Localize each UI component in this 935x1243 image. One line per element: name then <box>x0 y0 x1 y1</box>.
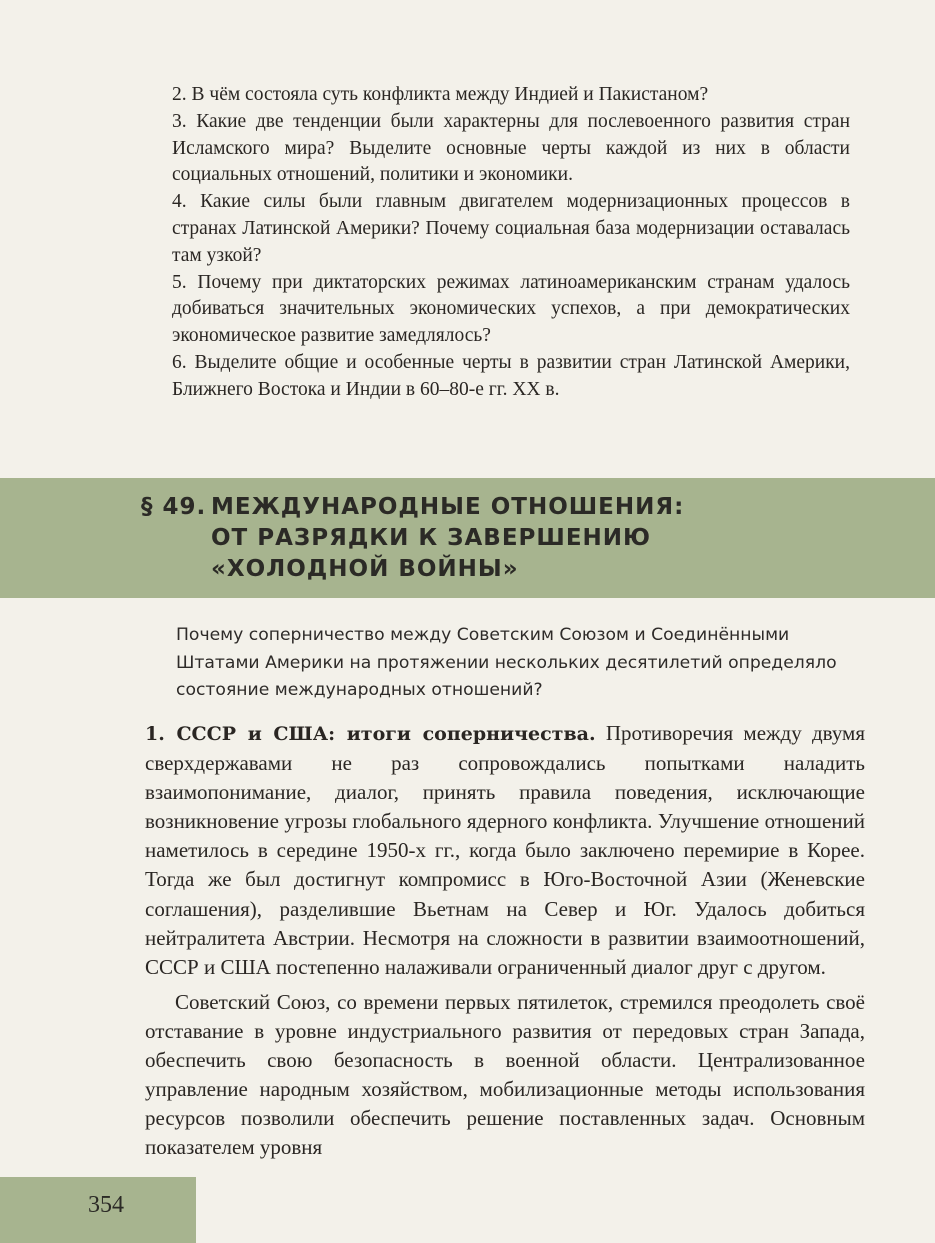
paragraph-2: Советский Союз, со времени первых пятилеток, стремился преодолеть своё отставание в уровне индустриального развития от передовых стран Запада, обеспечить свою безопасность в военной области. Централизованное управление народным хозяйством, мобилизационные методы использования ресурсов позволили обеспечить решение поставленных задач. Основным показателем уровня <box>145 989 865 1160</box>
review-questions <box>172 82 850 404</box>
section-number: § 49. <box>141 494 207 520</box>
body-text <box>145 719 865 1162</box>
question-item: 4. Какие силы были главным двигателем модернизационных процессов в странах Латинской Америки? Почему социальная база модернизации оставалась там узкой? <box>172 191 850 266</box>
question-item: 6. Выделите общие и особенные черты в развитии стран Латинской Америки, Ближнего Востока и Индии в 60–80-е гг. XX в. <box>172 351 850 400</box>
section-title-line3: «ХОЛОДНОЙ ВОЙНЫ» <box>211 556 519 582</box>
page-number: 354 <box>88 1192 124 1218</box>
paragraph-1 <box>145 719 865 982</box>
subsection-heading: 1. СССР и США: итоги соперничества. <box>145 723 596 745</box>
section-heading <box>141 492 861 585</box>
paragraph-1-text: Противоречия между двумя сверхдержавами не раз сопровождались попытками наладить взаимопонимание, диалог, принять правила поведения, исключающие возникновение угрозы глобального ядерного конфликта. Улучшение отношений наметилось в середине 1950-х гг., когда было заключено перемирие в Корее. Тогда же был достигнут компромисс в Юго-Восточной Азии (Женевские соглашения), разделившие Вьетнам на Север и Юг. Удалось добиться нейтралитета Австрии. Несмотря на сложности в развитии взаимоотношений, СССР и США постепенно налаживали ограниченный диалог друг с другом. <box>145 721 865 979</box>
section-title-line1: МЕЖДУНАРОДНЫЕ ОТНОШЕНИЯ: <box>211 494 685 520</box>
question-item: 5. Почему при диктаторских режимах латиноамериканским странам удалось добиваться значительных экономических успехов, а при демократических экономическое развитие замедлялось? <box>172 271 850 347</box>
question-item: 3. Какие две тенденции были характерны для послевоенного развития стран Исламского мира? Выделите основные черты каждой из них в области социальных отношений, политики и экономики. <box>172 110 850 186</box>
section-title-line2: ОТ РАЗРЯДКИ К ЗАВЕРШЕНИЮ <box>211 525 652 551</box>
question-item: 2. В чём состояла суть конфликта между Индией и Пакистаном? <box>172 84 709 105</box>
intro-question-text: Почему соперничество между Советским Союзом и Соединёнными Штатами Америки на протяжении нескольких десятилетий определяло состояние международных отношений? <box>176 625 837 700</box>
intro-question <box>176 622 866 705</box>
